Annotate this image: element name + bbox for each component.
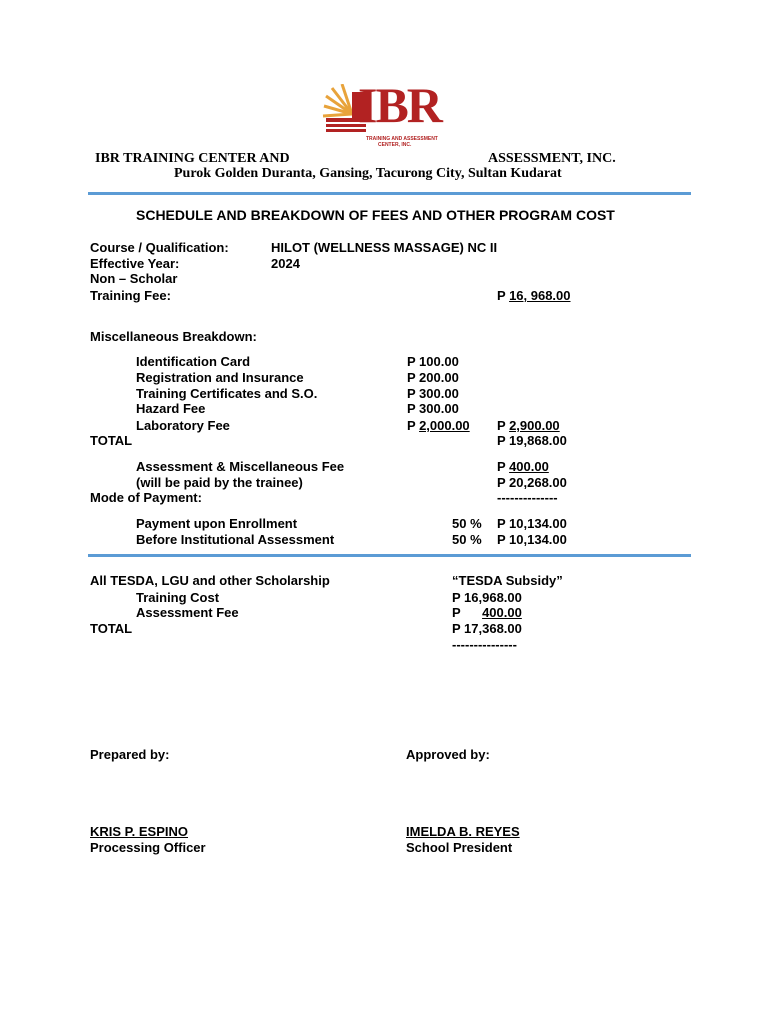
training-fee-value: 16, 968.00 (509, 288, 571, 303)
scholar-assessment-amount (452, 605, 522, 621)
scholarship-label: All TESDA, LGU and other Scholarship (90, 573, 330, 588)
misc-heading: Miscellaneous Breakdown: (90, 329, 257, 344)
school-name-right: ASSESSMENT, INC. (488, 151, 616, 166)
misc-item-amount: P 300.00 (407, 386, 459, 401)
assessment-note: (will be paid by the trainee) (136, 475, 303, 490)
misc-item-label: Training Certificates and S.O. (136, 386, 318, 401)
school-address: Purok Golden Duranta, Gansing, Tacurong City, Sultan Kudarat (174, 166, 562, 181)
misc-item-amount: P 100.00 (407, 354, 459, 369)
mode-of-payment-dashes: -------------- (497, 490, 558, 505)
training-fee-prefix: P (497, 288, 506, 303)
assessment-fee-label: Assessment & Miscellaneous Fee (136, 459, 345, 474)
scholar-assessment-label: Assessment Fee (136, 605, 239, 620)
mode-of-payment-label: Mode of Payment: (90, 490, 202, 505)
grand-total: P 20,268.00 (497, 475, 567, 490)
logo-subtitle-line2: CENTER, INC. (378, 142, 412, 148)
scholar-assessment-prefix: P (452, 605, 461, 620)
document-title: SCHEDULE AND BREAKDOWN OF FEES AND OTHER PROGRAM COST (136, 207, 615, 223)
approver-title: School President (406, 840, 513, 855)
misc-subtotal (497, 418, 560, 434)
logo-letters: IBR (358, 77, 441, 133)
preparer-name: KRIS P. ESPINO (90, 824, 189, 839)
year-value: 2024 (271, 256, 300, 271)
misc-item-label: Identification Card (136, 354, 251, 369)
approved-by-label: Approved by: (406, 747, 490, 762)
header-divider (88, 192, 691, 195)
preparer-title: Processing Officer (90, 840, 206, 855)
lab-fee-prefix: P (407, 418, 416, 433)
course-label: Course / Qualification: (90, 240, 229, 255)
year-label: Effective Year: (90, 256, 180, 271)
training-fee-label: Training Fee: (90, 288, 171, 303)
lab-fee-value: 2,000.00 (419, 418, 470, 433)
payment-amount: P 10,134.00 (497, 516, 567, 531)
prepared-by-label: Prepared by: (90, 747, 170, 762)
section-divider (88, 554, 691, 557)
payment-percent: 50 % (452, 532, 482, 547)
lab-fee-amount (407, 418, 470, 434)
misc-item-label: Hazard Fee (136, 401, 206, 416)
training-cost-label: Training Cost (136, 590, 220, 605)
scholar-category: Non – Scholar (90, 271, 178, 286)
training-fee-amount (497, 288, 571, 304)
school-name-left: IBR TRAINING CENTER AND (95, 151, 290, 166)
school-logo (322, 77, 441, 154)
misc-item-label: Registration and Insurance (136, 370, 304, 385)
payment-label: Payment upon Enrollment (136, 516, 298, 531)
course-value: HILOT (WELLNESS MASSAGE) NC II (271, 240, 498, 255)
payment-label: Before Institutional Assessment (136, 532, 335, 547)
payment-percent: 50 % (452, 516, 482, 531)
assessment-fee-prefix: P (497, 459, 506, 474)
scholar-assessment-value: 400.00 (482, 605, 522, 620)
total-label: TOTAL (90, 433, 133, 448)
assessment-fee-value: 400.00 (509, 459, 549, 474)
misc-subtotal-value: 2,900.00 (509, 418, 560, 433)
misc-item-amount: P 300.00 (407, 401, 459, 416)
scholar-dashes: --------------- (452, 637, 517, 652)
misc-subtotal-prefix: P (497, 418, 506, 433)
assessment-fee-amount (497, 459, 549, 475)
payment-amount: P 10,134.00 (497, 532, 567, 547)
lab-fee-label: Laboratory Fee (136, 418, 230, 433)
tesda-subsidy-label: “TESDA Subsidy” (452, 573, 563, 588)
scholar-total-value: P 17,368.00 (452, 621, 522, 636)
training-cost-value: P 16,968.00 (452, 590, 522, 605)
misc-item-amount: P 200.00 (407, 370, 459, 385)
scholar-total-label: TOTAL (90, 621, 133, 636)
total-value: P 19,868.00 (497, 433, 567, 448)
approver-name: IMELDA B. REYES (406, 824, 520, 839)
logo-subtitle-line1: TRAINING AND ASSESSMENT (366, 136, 438, 142)
